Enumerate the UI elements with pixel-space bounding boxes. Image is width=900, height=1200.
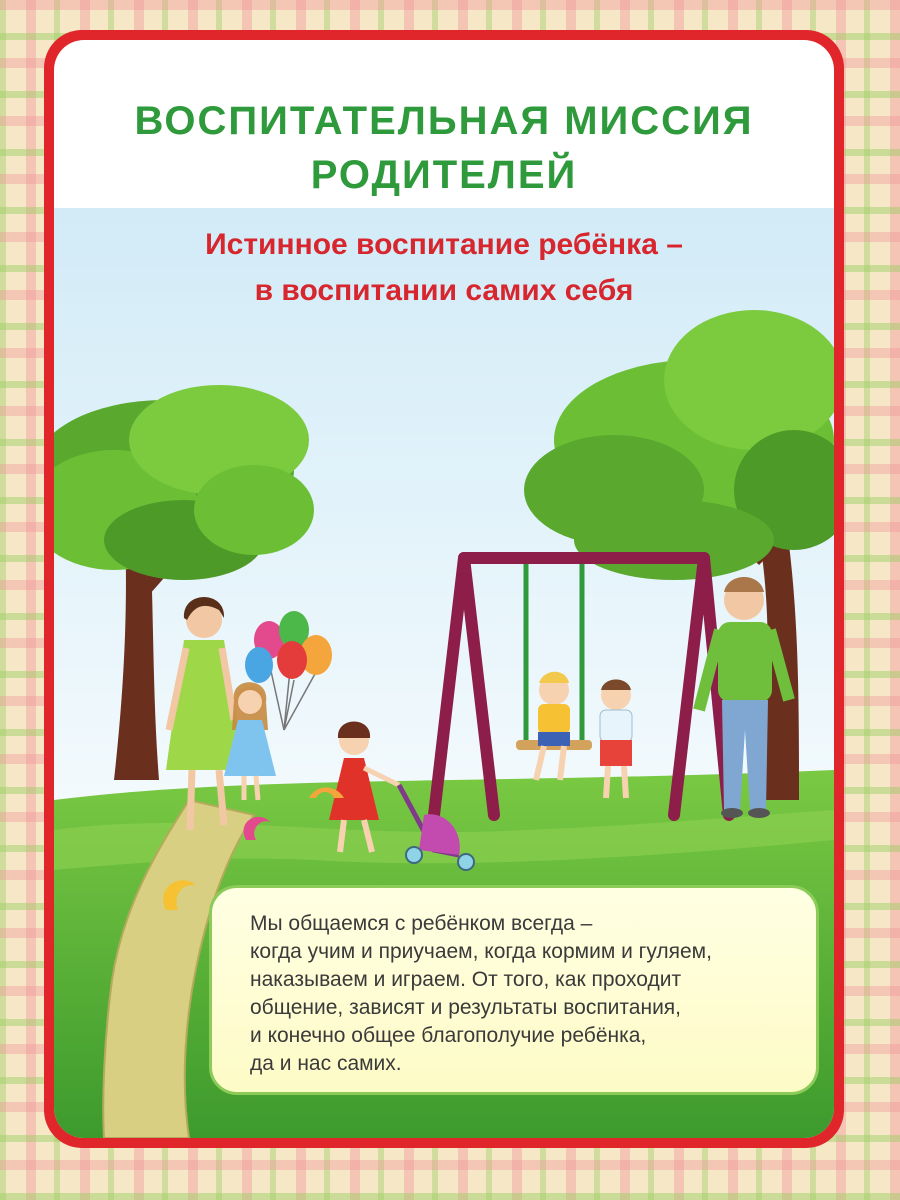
poster-title: ВОСПИТАТЕЛЬНАЯ МИССИЯ РОДИТЕЛЕЙ bbox=[134, 99, 754, 197]
message-panel bbox=[209, 885, 819, 1095]
poster-border bbox=[44, 30, 844, 1148]
message-text: Мы общаемся с ребёнком всегда – когда учим и приучаем, когда кормим и гуляем, наказываем и играем. От того, как проходит общение, зависят и результаты воспитания, и конечно общее благополучие ребёнка, да и нас самих. bbox=[250, 912, 712, 1075]
poster-card bbox=[54, 40, 834, 1138]
poster-subtitle bbox=[54, 222, 834, 314]
subtitle-text: Истинное воспитание ребёнка – в воспитании самих себя bbox=[205, 228, 683, 307]
